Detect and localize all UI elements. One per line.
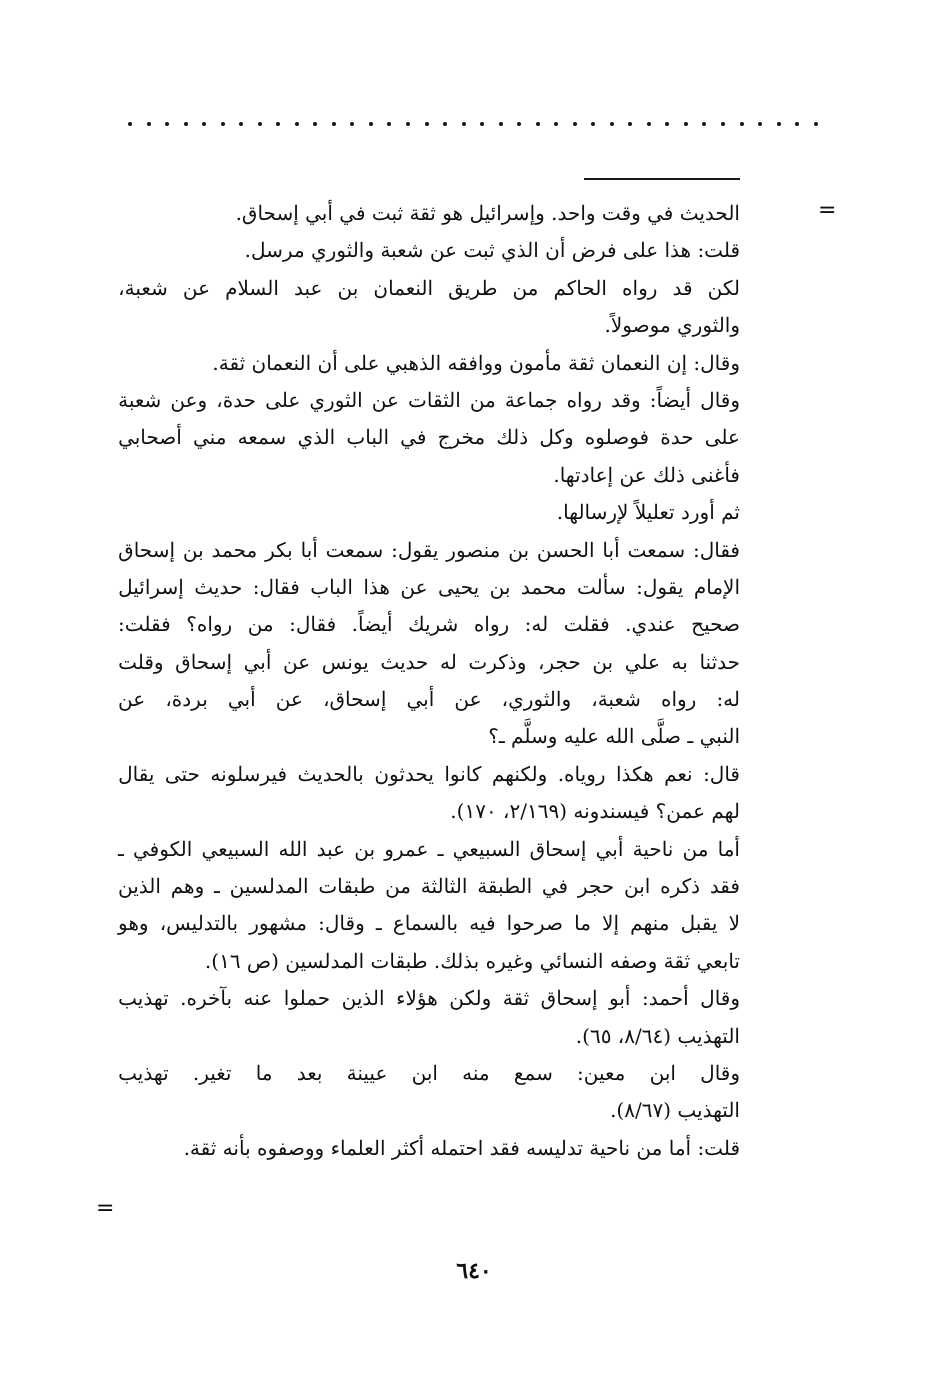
- text-line: ثم أورد تعليلاً لإرسالها.: [556, 500, 740, 525]
- separator-dot: [147, 122, 151, 126]
- separator-dot: [350, 122, 354, 126]
- separator-dot: [184, 122, 188, 126]
- separator-dot: [647, 122, 651, 126]
- text-line: فقال: سمعت أبا الحسن بن منصور يقول: سمعت أبا بكر محمد بن إسحاق: [118, 537, 740, 562]
- separator-dot: [536, 122, 540, 126]
- separator-dot: [480, 122, 484, 126]
- text-line: صحيح عندي. فقلت له: رواه شريك أيضاً. فقال: من رواه؟ فقلت:: [118, 612, 740, 637]
- separator-dot: [369, 122, 373, 126]
- separator-dot: [702, 122, 706, 126]
- text-line: والثوري موصولاً.: [604, 313, 740, 338]
- text-line: الإمام يقول: سألت محمد بن يحيى عن هذا الباب فقال: حديث إسرائيل: [118, 574, 740, 599]
- text-line: الحديث في وقت واحد. وإسرائيل هو ثقة ثبت في أبي إسحاق.: [235, 201, 740, 225]
- separator-dot: [814, 122, 818, 126]
- continuation-mark-bottom: =: [96, 1196, 115, 1221]
- text-line: النبي ـ صلَّى الله عليه وسلَّم ـ؟: [488, 724, 740, 749]
- text-line: وقال أيضاً: وقد رواه جماعة من الثقات عن الثوري على حدة، وعن شعبة: [118, 387, 740, 412]
- text-line: له: رواه شعبة، والثوري، عن أبي إسحاق، عن أبي بردة، عن: [118, 687, 740, 712]
- separator-dot: [665, 122, 669, 126]
- separator-dot: [387, 122, 391, 126]
- separator-dot: [517, 122, 521, 126]
- separator-dot: [276, 122, 280, 126]
- separator-dot: [499, 122, 503, 126]
- separator-dot: [610, 122, 614, 126]
- text-line: تابعي ثقة وصفه النسائي وغيره بذلك. طبقات المدلسين (ص ١٦).: [204, 948, 740, 973]
- text-line: لا يقبل منهم إلا ما صرحوا فيه بالسماع ـ وقال: مشهور بالتدليس، وهو: [118, 911, 740, 936]
- separator-dot: [777, 122, 781, 126]
- text-line: التهذيب (٨/٦٧).: [610, 1098, 740, 1123]
- separator-dot: [313, 122, 317, 126]
- separator-dot: [332, 122, 336, 126]
- separator-dot: [721, 122, 725, 126]
- separator-dot: [573, 122, 577, 126]
- separator-dot: [258, 122, 262, 126]
- separator-dot: [406, 122, 410, 126]
- separator-dot: [758, 122, 762, 126]
- separator-dot: [425, 122, 429, 126]
- text-line: لهم عمن؟ فيسندونه (٢/١٦٩، ١٧٠).: [450, 799, 740, 824]
- separator-dot: [628, 122, 632, 126]
- text-line: وقال: إن النعمان ثقة مأمون ووافقه الذهبي على أن النعمان ثقة.: [212, 350, 740, 375]
- text-line: قلت: هذا على فرض أن الذي ثبت عن شعبة والثوري مرسل.: [244, 238, 740, 263]
- text-line: وقال ابن معين: سمع منه ابن عيينة بعد ما تغير. تهذيب: [118, 1060, 740, 1085]
- text-line: فقد ذكره ابن حجر في الطبقة الثالثة من طبقات المدلسين ـ وهم الذين: [118, 874, 740, 899]
- text-line: لكن قد رواه الحاكم من طريق النعمان بن عبد السلام عن شعبة،: [118, 275, 740, 300]
- text-line: قلت: أما من ناحية تدليسه فقد احتمله أكثر العلماء ووصفوه بأنه ثقة.: [183, 1135, 740, 1160]
- text-line: حدثنا به علي بن حجر، وذكرت له حديث يونس عن أبي إسحاق وقلت: [118, 649, 740, 674]
- text-line: فأغنى ذلك عن إعادتها.: [553, 462, 740, 487]
- separator-dot: [165, 122, 169, 126]
- footnote-rule: [584, 178, 740, 180]
- separator-dot: [128, 122, 132, 126]
- separator-dot: [554, 122, 558, 126]
- separator-dot: [462, 122, 466, 126]
- footnote-text: [118, 195, 740, 1167]
- separator-dot: [239, 122, 243, 126]
- dotted-separator: [128, 112, 818, 136]
- page-number: ٦٤٠: [456, 1258, 492, 1284]
- text-line: على حدة فوصلوه وكل ذلك مخرج في الباب الذي سمعه مني أصحابي: [118, 425, 740, 450]
- separator-dot: [684, 122, 688, 126]
- text-line: أما من ناحية أبي إسحاق السبيعي ـ عمرو بن عبد الله السبيعي الكوفي ـ: [118, 836, 740, 861]
- separator-dot: [202, 122, 206, 126]
- text-line: التهذيب (٨/٦٤، ٦٥).: [575, 1023, 740, 1048]
- separator-dot: [795, 122, 799, 126]
- text-line: وقال أحمد: أبو إسحاق ثقة ولكن هؤلاء الذين حملوا عنه بآخره. تهذيب: [118, 986, 740, 1011]
- separator-dot: [740, 122, 744, 126]
- text-line: قال: نعم هكذا روياه. ولكنهم كانوا يحدثون بالحديث فيرسلونه حتى يقال: [118, 761, 740, 786]
- separator-dot: [221, 122, 225, 126]
- continuation-mark-top: =: [818, 198, 837, 223]
- separator-dot: [591, 122, 595, 126]
- separator-dot: [295, 122, 299, 126]
- separator-dot: [443, 122, 447, 126]
